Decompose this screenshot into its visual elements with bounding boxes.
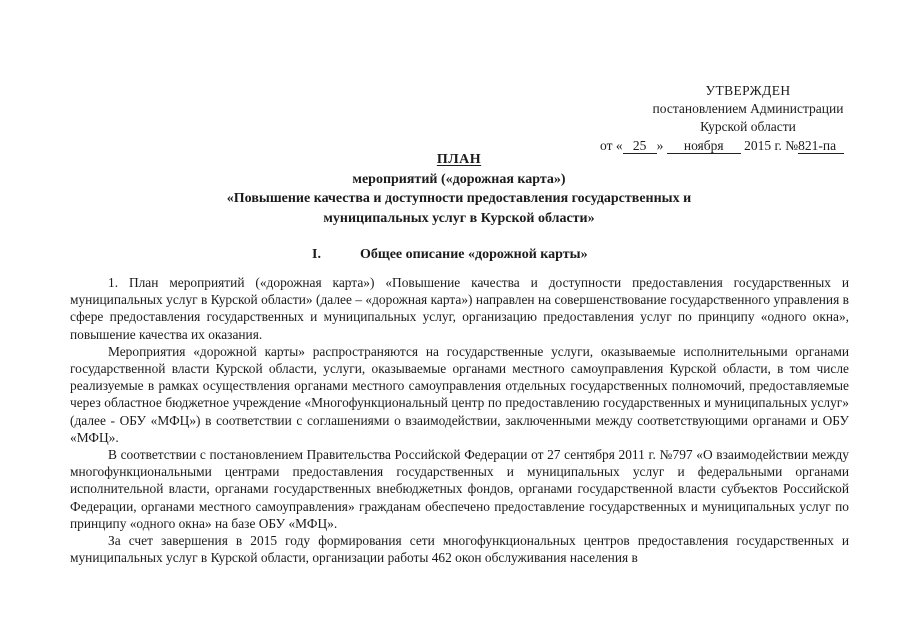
section-title: Общее описание «дорожной карты» [360, 247, 588, 262]
title-line-plan: ПЛАН [436, 152, 482, 167]
approval-title: УТВЕРЖДЕН [705, 83, 791, 98]
approval-authority-line2: Курской области [700, 119, 796, 134]
title-line-name-1: «Повышение качества и доступности предоставления государственных и [226, 191, 692, 206]
date-prefix: от « [600, 138, 623, 153]
document-number-label: № [785, 138, 799, 153]
section-heading [68, 245, 850, 265]
document-number-field: 821-па [798, 138, 844, 154]
page-title [68, 150, 850, 228]
date-year: 2015 г. [744, 138, 782, 153]
approval-header-block [598, 82, 898, 155]
paragraph-2: Мероприятия «дорожной карты» распространяются на государственные услуги, оказываемые исполнительными органами государственной власти Курской области, услуги, оказываемые органами местного самоуправления Курской области, в том числе реализуемые в рамках осуществления органами местного самоуправления отдельных государственных полномочий, предоставляемые через областное бюджетное учреждение «Многофункциональный центр по предоставлению государственных и муниципальных услуг» (далее - ОБУ «МФЦ») в соответствии с соглашениями о взаимодействии, заключенными между соответствующими органами и ОБУ «МФЦ». [70, 343, 849, 445]
date-month-field: ноября [667, 138, 741, 154]
section-heading-inner [68, 245, 850, 265]
paragraph-3: В соответствии с постановлением Правительства Российской Федерации от 27 сентября 2011 г. №797 «О взаимодействии между многофункциональными центрами предоставления государственных и муниципальных услуг и федеральными органами исполнительной власти, органами государственных внебюджетных фондов, органами государственной власти субъектов Российской Федерации, органами местного самоуправления» гражданам обеспечено предоставление государственных и муниципальных услуг по принципу «одного окна» на базе ОБУ «МФЦ». [70, 447, 849, 531]
approval-authority-line1: постановлением Администрации [652, 101, 844, 116]
paragraph-4: За счет завершения в 2015 году формирования сети многофункциональных центров предоставления государственных и муниципальных услуг в Курской области, организации работы 462 окон обслуживания населения в [70, 533, 849, 566]
title-line-subtitle: мероприятий («дорожная карта») [352, 171, 566, 187]
section-number: I. [312, 247, 321, 262]
paragraph-1: 1. План мероприятий («дорожная карта») «Повышение качества и доступности предоставления государственных и муниципальных услуг в Курской области» (далее – «дорожная карта») направлен на совершенствование государственного управления в сфере предоставления государственных и муниципальных услуг, организацию предоставления услуг по принципу «одного окна», повышение качества их оказания. [70, 275, 849, 342]
date-day-suffix: » [656, 138, 664, 153]
title-line-name-2: муниципальных услуг в Курской области» [323, 210, 595, 226]
date-day-field: 25 [623, 138, 657, 154]
document-body [70, 274, 849, 566]
